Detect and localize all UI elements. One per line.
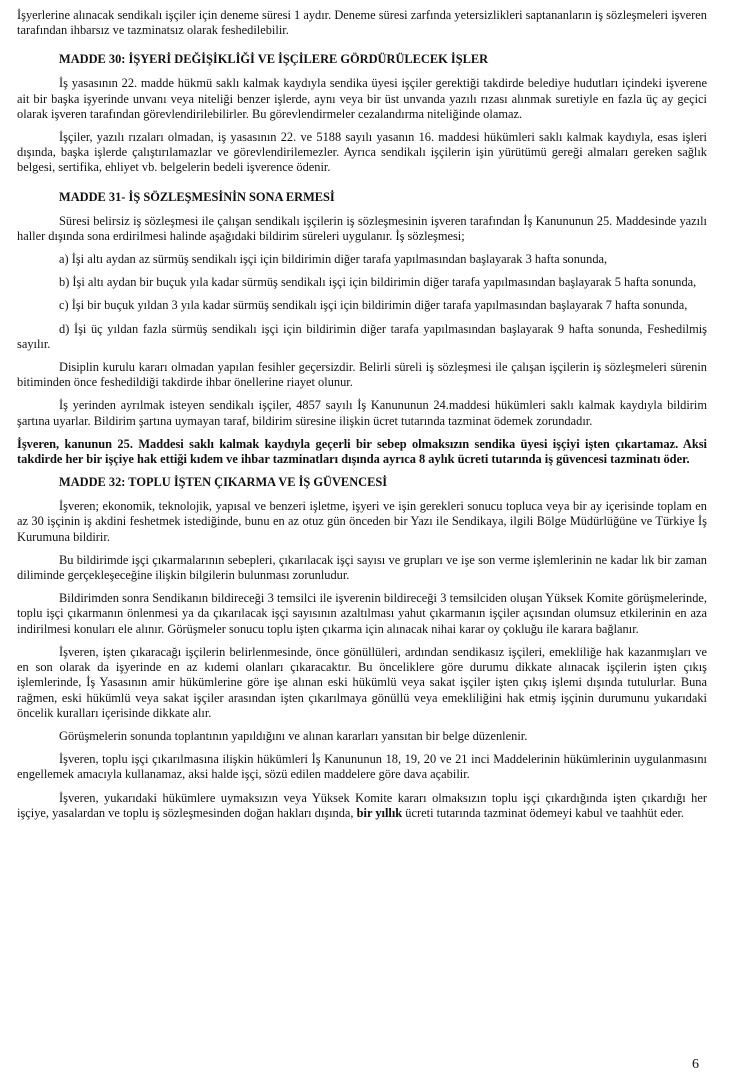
heading-madde-32: MADDE 32: TOPLU İŞTEN ÇIKARMA VE İŞ GÜVENCESİ — [59, 475, 388, 490]
list-item-d: d) İşi üç yıldan fazla sürmüş sendikalı işçi için bildirimin diğer tarafa yapılmasından başlayarak 9 hafta sonunda, Feshedilmiş sayılır. — [17, 321, 707, 351]
paragraph-m31-1: Süresi belirsiz iş sözleşmesi ile çalışan sendikalı işçilerin iş sözleşmesinin işveren tarafından İş Kanununun 25. Maddesinde yazılı haller dışında sona erdirilmesi halinde aşağıdaki bildirim süreleri uygulanır. İş sözleşmesi; — [17, 213, 707, 243]
paragraph-m32-4: İşveren, işten çıkaracağı işçilerin belirlenmesinde, önce gönüllüleri, ardından sendikasız işçileri, emekliliğe hak kazanmışları ve en son olarak da işyerinde en az kıdemi olanları çıkaracaktır. Bu önceliklere göre durumu dikkate alınacak işçilerin işten çıkış işlemlerinde, İş Yasasının amir hükümlerine göre işe alınan eski hükümlü veya sakat işçiler işten çıkış işlemi dışında tutulurlar. Buna rağmen, eski hükümlü veya sakat işçiler arasından işten çıkarılmaya gönüllü veya emekliliğini hak etmiş işçinin durumunu yukarıdaki öncelik kuralları içerisinde dikkate alır. — [17, 644, 707, 720]
paragraph-m31-3: İş yerinden ayrılmak isteyen sendikalı işçiler, 4857 sayılı İş Kanununun 24.maddesi hükümleri saklı kalmak kaydıyla bildirim şartına uyarlar. Bildirim şartına uymayan taraf, bildirim süresine ilişkin ücret tutarında tazminat ödemek zorundadır. — [17, 398, 707, 428]
heading-madde-31: MADDE 31- İŞ SÖZLEŞMESİNİN SONA ERMESİ — [59, 189, 335, 204]
paragraph-m32-6: İşveren, toplu işçi çıkarılmasına ilişkin hükümleri İş Kanununun 18, 19, 20 ve 21 inci Maddelerinin hükümlerinin uygulanmasını engellemek amacıyla kullanamaz, aksi halde işçi, sözü edilen maddelere göre dava açabilir. — [17, 752, 707, 782]
heading-madde-30: MADDE 30: İŞYERİ DEĞİŞİKLİĞİ VE İŞÇİLERE GÖRDÜRÜLECEK İŞLER — [59, 52, 489, 67]
paragraph-m30-1: İş yasasının 22. madde hükmü saklı kalmak kaydıyla sendika üyesi işçiler gerektiği takdirde belediye hudutları içindeki işverene ait bir başka işyerinde unvanı veya niteliği benzer işlerde, aynı veya bir üst unvanda yazılı rızası alınmak suretiyle en fazla üç ay geçici olarak işveren tarafından görevlendirilebilirler. Bu görevlendirmeler cezalandırma niteliğinde olamaz. — [17, 76, 707, 121]
paragraph-m32-7-text: İşveren, yukarıdaki hükümlere uymaksızın veya Yüksek Komite kararı olmaksızın toplu işçi çıkardığında işten çıkardığı her işçiye, yasalardan ve toplu iş sözleşmesinden doğan hakları dışında, — [17, 790, 707, 820]
paragraph-m32-3: Bildirimden sonra Sendikanın bildireceği 3 temsilci ile işverenin bildireceği 3 temsilciden oluşan Yüksek Komite görüşmelerinde, toplu işçi çıkarmanın önlenmesi ya da çıkarılacak işçi sayısının azaltılması yahut çıkarmanın işçiler açısından olumsuz etkilerinin en aza indirilmesi konuları ele alınır. Görüşmeler sonucu toplu işten çıkarma için alınacak nihai karar oy çokluğu ile karara bağlanır. — [17, 591, 707, 636]
paragraph-m31-2: Disiplin kurulu kararı olmadan yapılan fesihler geçersizdir. Belirli süreli iş sözleşmesi ile çalışan işçilerin iş sözleşmeleri sürenin bitiminden önce feshedildiği takdirde ihbar önellerine riayet olunur. — [17, 360, 707, 390]
page-content — [17, 8, 707, 829]
list-item-a: a) İşi altı aydan az sürmüş sendikalı işçi için bildirimin diğer tarafa yapılmasından başlayarak 3 hafta sonunda, — [59, 252, 608, 267]
list-item-c: c) İşi bir buçuk yıldan 3 yıla kadar sürmüş sendikalı işçi için bildirimin diğer tarafa yapılmasından başlayarak 7 hafta sonunda, — [59, 298, 688, 313]
paragraph-probation: İşyerlerine alınacak sendikalı işçiler için deneme süresi 1 aydır. Deneme süresi zarfında yetersizlikleri saptananların iş sözleşmeleri işveren tarafından ihbarsız ve tazminatsız olarak feshedilebilir. — [17, 8, 707, 38]
bold-phrase-one-year: bir yıllık — [356, 805, 403, 820]
paragraph-m30-2: İşçiler, yazılı rızaları olmadan, iş yasasının 22. ve 5188 sayılı yasanın 16. maddesi hükümleri saklı kalmak kaydıyla, esas işleri dışında, başka işlerde çalıştırılamazlar ve görevlendirilemezler. Ayrıca sendikalı işçilerin işin yürütümü gereği almaları gereken sağlık belgesi, sertifika, ehliyet vb. belgelerin bedeli işverence ödenir. — [17, 130, 707, 175]
paragraph-m32-1: İşveren; ekonomik, teknolojik, yapısal ve benzeri işletme, işyeri ve işin gerekleri sonucu topluca veya bir ay içerisinde toplam en az 30 işçinin iş akdini feshetmek istediğinde, bunu en az otuz gün önceden bir Yazı ile Sendikaya, ilgili Bölge Müdürlüğüne ve Türkiye İş Kurumuna bildirir. — [17, 499, 707, 544]
page-number: 6 — [692, 1057, 699, 1072]
paragraph-m32-7 — [17, 791, 707, 821]
paragraph-m32-7-tail: ücreti tutarında tazminat ödemeyi kabul ve taahhüt eder. — [402, 805, 684, 820]
paragraph-m32-2: Bu bildirimde işçi çıkarmalarının sebepleri, çıkarılacak işçi sayısı ve grupları ve işe son verme işlemlerinin ne kadar lık bir zaman diliminde gerçekleşeceğine ilişkin bilgilerin bulunması zorunludur. — [17, 552, 707, 583]
paragraph-m32-5: Görüşmelerin sonunda toplantının yapıldığını ve alınan kararları yansıtan bir belge düzenlenir. — [59, 728, 528, 743]
paragraph-m31-bold: İşveren, kanunun 25. Maddesi saklı kalmak kaydıyla geçerli bir sebep olmaksızın sendika üyesi işçiyi işten çıkartamaz. Aksi takdirde her bir işçiye hak ettiği kıdem ve ihbar tazminatları dışında ayrıca 8 aylık ücreti tutarında iş güvencesi tazminatı öder. — [17, 436, 707, 467]
list-item-b: b) İşi altı aydan bir buçuk yıla kadar sürmüş sendikalı işçi için bildirimin diğer tarafa yapılmasından başlayarak 5 hafta sonunda, — [59, 275, 697, 290]
